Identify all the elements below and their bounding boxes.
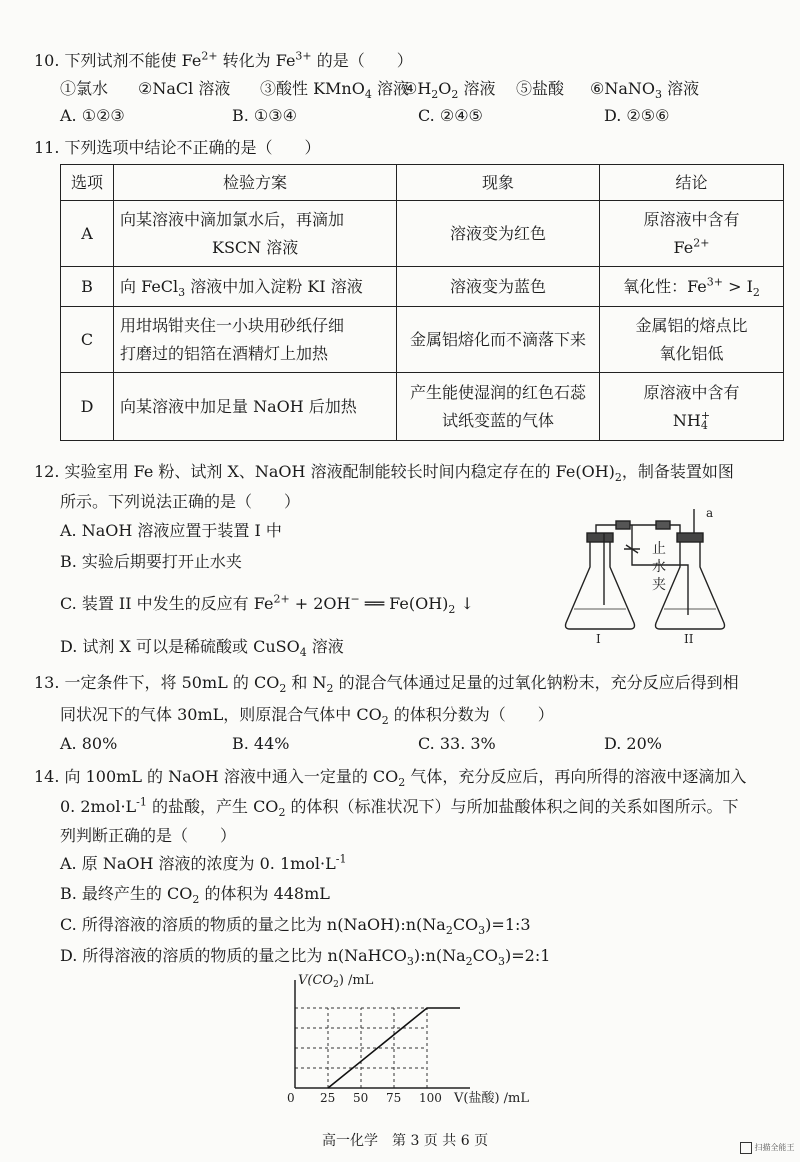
table-row [61,307,784,373]
row-scheme: 向 FeCl$_3$ 溶液中加入淀粉 KI 溶液 [114,267,397,307]
row-option: D [61,373,114,441]
label-a: a [706,506,714,520]
flask-1 [566,541,635,629]
label-clip-3: 夹 [652,577,666,593]
row-phenomenon: 溶液变为红色 [397,201,600,267]
q10-option-c: C. ②④⑤ [418,106,483,125]
chart-ylabel: $V(CO_2)$ /mL [298,973,374,990]
header-conclusion: 结论 [600,165,784,201]
q10-option-b: B. ①③④ [232,106,297,125]
q10-item-4: $④H_2O_2$ 溶液 [403,79,496,102]
q11-stem: 11. 下列选项中结论不正确的是（ ） [34,138,321,157]
q12-option-d: D. 试剂 X 可以是稀硫酸或 CuSO$_4$ 溶液 [60,637,344,660]
q14-option-a: A. 原 NaOH 溶液的浓度为 0. $1mol\cdot L^{-1}$ [60,852,347,873]
row-option: A [61,201,114,267]
apparatus-figure [560,505,730,645]
q12-stem-line1: 12. 实验室用 Fe 粉、试剂 X、NaOH 溶液配制能较长时间内稳定存在的 $Fe(OH)_2$，制备装置如图 [34,462,734,485]
q13-stem-line2: 同状况下的气体 30mL，则原混合气体中 $CO_2$ 的体积分数为（ ） [60,705,554,728]
flask-1-stopper [587,533,613,542]
chart-xlabel: V(盐酸) /mL [454,1091,530,1106]
page-footer: 高一化学 第 3 页 共 6 页 [322,1133,489,1149]
row-scheme: 向某溶液中滴加氯水后，再滴加 KSCN 溶液 [114,201,397,267]
q14-option-c: C. 所得溶液的溶质的物质的量之比为 $n(NaOH):n(Na_2CO_3)=1:3$ [60,915,531,938]
row-option: C [61,307,114,373]
q14-option-d: D. 所得溶液的溶质的物质的量之比为 $n(NaHCO_3):n(Na_2CO_3)=2:1$ [60,946,551,969]
header-phenomenon: 现象 [397,165,600,201]
q10-item-2: ②NaCl 溶液 [138,79,231,98]
q12-stem-line2: 所示。下列说法正确的是（ ） [60,492,301,511]
row-conclusion: 原溶液中含有 NH+ 4 [600,373,784,441]
row-scheme: 向某溶液中加足量 NaOH 后加热 [114,373,397,441]
scanner-stamp: 扫描全能王 [740,1142,795,1154]
table-header-row [61,165,784,201]
q10-item-6: ⑥NaNO$_3$ 溶液 [590,79,700,102]
q10-option-d: D. ②⑤⑥ [604,106,670,125]
q10-items: ①氯水 [60,79,109,98]
label-clip-1: 止 [652,541,666,557]
q13-stem-line1: 13. 一定条件下，将 50mL 的 $CO_2$ 和 $N_2$ 的混合气体通过足量的过氧化钠粉末，充分反应后得到相 [34,673,739,696]
x-tick-label: 75 [386,1091,402,1105]
q14-stem-line3: 列判断正确的是（ ） [60,826,237,845]
q13-option-a: A. 80% [60,734,118,753]
header-scheme: 检验方案 [114,165,397,201]
row-phenomenon: 产生能使湿润的红色石蕊 试纸变蓝的气体 [397,373,600,441]
x-tick-label: 50 [353,1091,369,1105]
label-flask-2: II [684,632,694,645]
flask-2-stopper [677,533,703,542]
row-scheme: 用坩埚钳夹住一小块用砂纸仔细 打磨过的铝箔在酒精灯上加热 [114,307,397,373]
q13-option-b: B. 44% [232,734,290,753]
co2-volume-chart [270,970,540,1110]
q14-option-b: B. 最终产生的 $CO_2$ 的体积为 448mL [60,884,330,907]
row-conclusion: 金属铝的熔点比 氧化铝低 [600,307,784,373]
table-row [61,201,784,267]
q12-option-a: A. NaOH 溶液应置于装置 I 中 [60,521,282,540]
row-phenomenon: 溶液变为蓝色 [397,267,600,307]
row-conclusion: 氧化性：$Fe^{3+} > I_2$ [600,267,784,307]
q12-option-b: B. 实验后期要打开止水夹 [60,552,242,571]
row-option: B [61,267,114,307]
q13-option-d: D. 20% [604,734,662,753]
q14-stem-line1: 14. 向 100mL 的 NaOH 溶液中通入一定量的 $CO_2$ 气体，充分反应后，再向所得的溶液中逐滴加入 [34,767,747,790]
row-conclusion: 原溶液中含有 $Fe^{2+}$ [600,201,784,267]
qr-icon [740,1142,752,1154]
q14-stem-line2: 0. $2mol\cdot L^{-1}$ 的盐酸，产生 $CO_2$ 的体积（标准状况下）与所加盐酸体积之间的关系如图所示。下 [60,795,739,820]
q10-item-5: ⑤盐酸 [516,79,565,98]
header-option: 选项 [61,165,114,201]
x-tick-label: 25 [320,1091,336,1105]
label-clip-2: 水 [652,559,666,575]
q10-option-a: A. ①②③ [60,106,125,125]
q12-option-c: C. 装置 II 中发生的反应有 $Fe^{2+} + 2OH^-$ ══ $Fe(OH)_2$ ↓ [60,592,474,617]
q11-table [60,164,784,441]
table-row [61,267,784,307]
table-row [61,373,784,441]
x-tick-label: 100 [419,1091,442,1105]
row-phenomenon: 金属铝熔化而不滴落下来 [397,307,600,373]
q10-item-3: ③酸性 KMnO$_4$ 溶液 [260,79,409,102]
label-flask-1: I [596,632,601,645]
x-tick-label: 0 [287,1091,295,1105]
q10-stem: 10. 下列试剂不能使 $Fe^{2+}$ 转化为 $Fe^{3+}$ 的是（ ） [34,49,413,70]
q13-option-c: C. 33. 3% [418,734,496,753]
